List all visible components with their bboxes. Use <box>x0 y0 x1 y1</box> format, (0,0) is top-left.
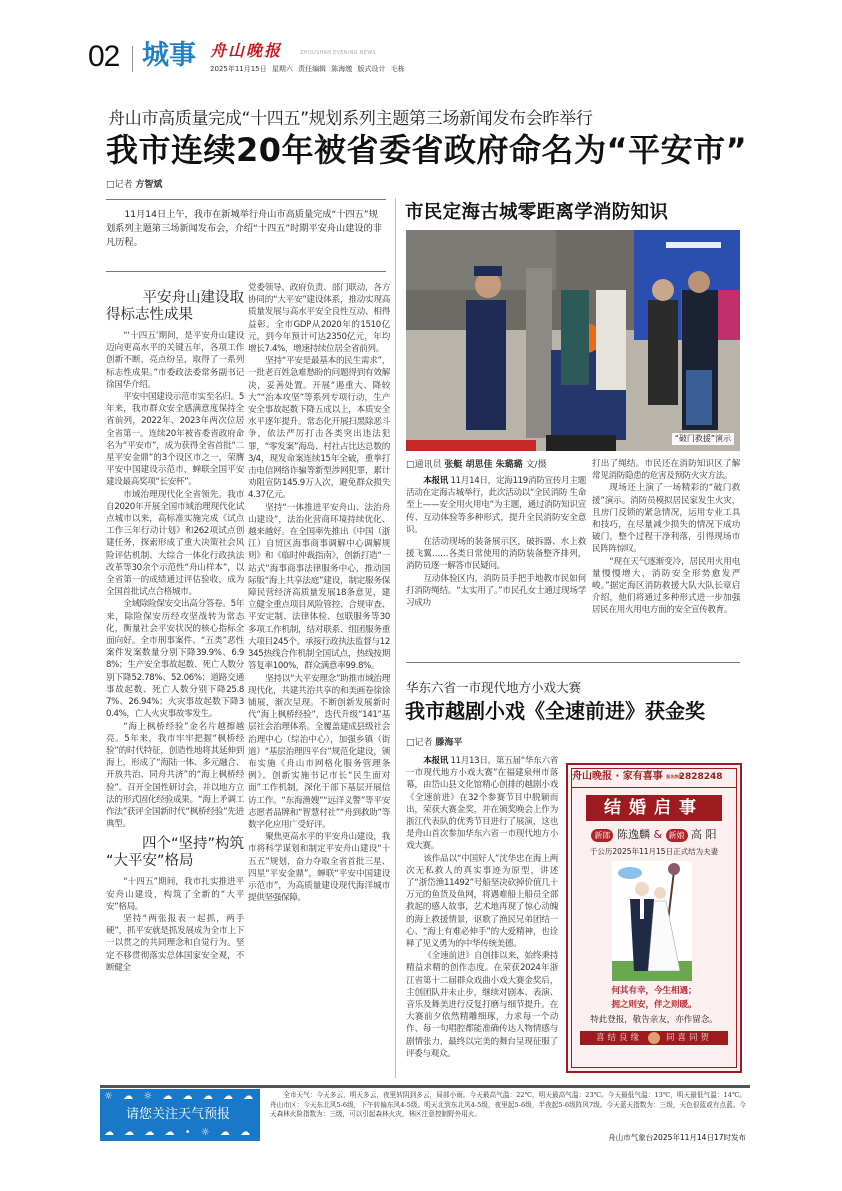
paragraph: 该作品以“中国好人”沈华忠在海上两次无私救人的真实事迹为原型，讲述了“浙岱渔11492”号船坚决砍掉价值几十万元的鱼货及鱼网，将遇难船上船员全部救起的感人故事，艺术地再现了惊心动魄的海上救援情景，讴歌了渔民兄弟团结一心、“海上有难必伸手”的大爱精神，也诠释了见义勇为的中华传统美德。 <box>406 853 558 950</box>
paragraph: 党委领导、政府负责、部门联动，各方协同的“大平安”建设体系，推动实现高质量发展与高水平安全良性互动、相得益彰。全市GDP从2020年的1510亿元，到今年预计可达2350亿元，年均增长7.4%，增速持续位居全省前列。 <box>248 283 390 355</box>
footer-left: 喜结良缘 <box>595 1033 642 1043</box>
opera-headline: 我市越剧小戏《全速前进》获金奖 <box>405 699 705 723</box>
couple-names <box>568 828 740 842</box>
paragraph <box>406 755 558 853</box>
hotline-number: 2828248 <box>678 772 723 782</box>
paragraph: “现在天气逐渐变冷，居民用火用电量慢慢增大，消防安全形势愈发严峻。”据定海区消防救援大队大队长章启介绍，他们将通过多种形式进一步加强居民在用火用电方面的安全宣传教育。 <box>592 556 740 616</box>
paragraph: 互动体验区内，消防员手把手地教市民如何打消防绳结。“太实用了。”市民孔女士通过现场学习成功 <box>406 573 586 609</box>
ad-header <box>572 770 736 784</box>
main-column-b <box>248 282 390 1080</box>
newspaper-logo: 舟山晚报 <box>210 41 283 60</box>
photo-caption: “破门救援”演示 <box>672 433 734 445</box>
page-number: 02 <box>88 40 120 73</box>
verse-line: 拥之则安，伴之则暖。 <box>611 1000 697 1010</box>
paragraph: 坚持以“大平安理念”助推市域治理现代化，共建共治共享的和美画卷徐徐铺展，渐次呈现。不断创新发展新时代“海上枫桥经验”，迭代升级“141”基层社会治理体系。全覆盖建成县级社会治理中心（综治中心），加强乡镇（街道）“基层治理四平台”规范化建设，颁布实施《舟山市网格化服务管理条例》。创新实施书记市长“民生面对面”工作机制，深化干部下基层开展信访工作。“东海渔嫂”“远洋义警”等平安志愿者品牌和“智慧村社”“舟到救助”等数字化应用广受好评。 <box>248 673 390 830</box>
paragraph: “海上枫桥经验”金名片越擦越亮。5年来，我市牢牢把握“枫桥经验”的时代特征，创造性地将其延伸到海上，形成了“海陆一体、多元融合、开放共治、同舟共济”的“海上枫桥经验”。召开全国性研讨会，并以地方立法的形式固化经验成果。“海上矛调工作法”获评全国新时代“枫桥经验”先进典型。 <box>106 721 244 830</box>
divider <box>106 199 386 200</box>
paragraph: “‘十四五’期间，是平安舟山建设迈向更高水平的关键五年，各项工作创新不断，亮点纷呈，取得了一系列标志性成果。”市委政法委常务副书记徐国华介绍。 <box>106 331 244 390</box>
paragraph-text: 11月14日，定海119消防宣传月主题活动在定海古城举行，此次活动以“全民消防 生命至上——安全用火用电”为主题，通过消防知识宣传、互动体验等多种形式，提升全民消防安全意识。 <box>406 476 586 535</box>
paragraph: 坚持“一体推进平安舟山、法治舟山建设”，法治化营商环境持续优化、越来越好。在全国率先推出《中国（浙江）自贸区海事商事调解中心调解规则》和《临时仲裁指南》，创新打造“一站式”海事商事法律服务中心，推动国际版“海上共享法庭”建设，制定服务保障民营经济高质量发展18条意见，建立健全重点项目风险管控、合规审查、平安定制、法律体检、包联服务等30多项工作机制，结对联系、组团服务重大项目245个。承接行政执法监督与12345热线合作机制全国试点，热线按期答复率100%，群众满意率99.8%。 <box>248 502 390 672</box>
byline-suffix: 文/摄 <box>525 460 547 470</box>
paragraph: 在活动现场的装备展示区，破拆器、水上救援飞翼……各类日常使用的消防装备整齐排列，消防员逐一解答市民疑问。 <box>406 537 586 572</box>
wedding-date: 于公历2025年11月15日正式结为夫妻 <box>589 847 719 856</box>
byline-name: 方智斌 <box>135 180 163 190</box>
subhead-line: 平安舟山建设取 <box>142 290 244 306</box>
column-divider <box>395 198 396 1078</box>
paragraph: 市域治理现代化全省领先。我市自2020年开展全国市域治理现代化试点城市以来，高标准实施完成《试点工作三年行动计划》和262项试点创建任务，探索形成了重大决策社会风险评估机制、大综合一体化行政执法改革等30余个示范性“舟山样本”，以全省第一的成绩通过评估验收，成为全国首批试点合格城市。 <box>106 489 244 598</box>
main-left-column <box>106 290 244 1080</box>
forecast-source: 舟山市气象台2025年11月14日17时发布 <box>560 1133 746 1143</box>
bride-name: 高 阳 <box>691 828 717 841</box>
main-lead: 11月14日上午，我市在新城举行舟山市高质量完成“十四五”规划系列主题第三场新闻发布会，介绍“十四五”时期平安舟山建设的非凡历程。 <box>106 209 382 248</box>
main-kicker: 舟山市高质量完成“十四五”规划系列主题第三场新闻发布会昨举行 <box>108 109 593 129</box>
weather-forecast <box>270 1091 746 1120</box>
wedding-announcement-ad <box>566 763 742 1073</box>
weather-banner <box>100 1089 298 1141</box>
ad-banner: 结婚启事 <box>586 795 722 821</box>
paragraph: 平安中国建设示范市实至名归。5年来，我市群众安全感满意度保持全省前列，2022年、2023年两次位居全省第一。连续20年被省委省政府命名为“平安市”，成为获得全省首批“二星平安金鼎”的3个设区市之一，荣膺平安中国建设示范市，蝉联全国平安建设最高奖项“长安杯”。 <box>106 392 244 488</box>
main-column-a <box>106 330 244 830</box>
opera-column <box>406 755 558 1080</box>
paragraph: 全域除险保安交出高分答卷。5年来，除险保安历经攻坚战转为常态化，衡量社会平安状况的核心指标全面向好。全市刑事案件、“五类”恶性案件发案数量分别下降39.9%、6.98%；生产安全事故起数、死亡人数分别下降52.78%、52.06%；道路交通事故起数、死亡人数分别下降25.87%、26.94%；火灾事故起数下降30.4%，亡人火灾事故零发生。 <box>106 599 244 720</box>
masthead-divider <box>132 46 133 72</box>
subhead-line: 得标志性成果 <box>106 307 193 323</box>
verse-line: 何其有幸，今生相遇； <box>611 986 697 996</box>
fire-drill-photo <box>406 230 740 451</box>
paragraph: 打出了绳结。市民还在消防知识区了解常见消防隐患的危害及预防火灾方法。 <box>592 459 740 482</box>
subhead-four-persists <box>106 836 244 870</box>
ad-divider <box>572 787 736 788</box>
issue-info: 2025年11月15日 星期六 责任编辑 陈海缴 版式设计 毛栋 <box>210 65 405 73</box>
fire-column-a <box>406 475 586 655</box>
opera-byline <box>406 738 462 749</box>
paragraph <box>406 475 586 536</box>
footer-right: 同喜同贺 <box>666 1033 713 1043</box>
divider <box>106 271 386 272</box>
byline-label: □记者 <box>406 738 433 748</box>
weather-title: 请您关注天气预报 <box>126 1107 231 1122</box>
weather-icons-row: ☁ ☁ ☁ ☁ • ☼ ☁ ☁ ☁ ☁ <box>104 1127 294 1138</box>
ampersand: & <box>653 828 663 841</box>
paragraph: 坚持“两张报表一起抓，两手硬”，抓平安就是抓发展成为全市上下一以贯之的共同理念和自觉行为。坚定不移贯彻落实总体国家安全观，不断健全 <box>106 913 244 973</box>
couple-drawing <box>612 861 692 981</box>
byline-label: □通讯员 <box>406 460 442 470</box>
weather-icons-row: ☼ ☁ ☼ ☁ ☁ ☁ ☁ ☁ ☁ ☁ <box>104 1091 298 1102</box>
hotline-label: 报名热线 <box>666 773 683 779</box>
subhead-line: 四个“坚持”构筑 <box>141 836 244 853</box>
ad-notice: 特此登报，敬告亲友，亦作留念。 <box>590 1015 718 1025</box>
fire-byline <box>406 460 586 471</box>
photo-illustration <box>406 230 740 451</box>
lead-tag: 本报讯 <box>423 756 449 766</box>
double-happiness-seal-icon <box>648 1032 660 1044</box>
opera-kicker: 华东六省一市现代地方小戏大赛 <box>406 680 582 695</box>
ad-header-title: 舟山晚报 · 家有喜事 <box>572 771 663 782</box>
bride-badge: 新娘 <box>666 829 688 842</box>
fire-headline: 市民定海古城零距离学消防知识 <box>405 202 669 223</box>
groom-name: 陈逸麟 <box>616 828 650 841</box>
forecast-text: 全市天气：今天多云，明天多云，夜里转阴到多云，局部小雨。今天最高气温：22℃，明天最高气温：23℃。今天最低气温：13℃，明天最低气温：14℃。舟山市区：今天东北风5-6级，下午转偏东风4-5级。明天北到东北风4-5级，夜里起5-6级，半夜起5-6级阵风7级。今天蓝天指数为：三级，天色很蓝或有点蓝。今天森林火险指数为：三级，可以引起森林火灾，林区注意控制野外用火。 <box>270 1091 746 1119</box>
fire-column-b <box>592 458 740 655</box>
byline-name: 滕海平 <box>435 738 463 748</box>
ad-footer <box>580 1031 728 1045</box>
main-byline <box>106 180 162 191</box>
paragraph: 聚焦更高水平的平安舟山建设，我市将科学谋划和制定平安舟山建设“十五五”规划，奋力夺取全省首批三星、四星“平安金鼎”，蝉联“平安中国建设示范市”，为高质量建设现代海洋城市提供坚强保障。 <box>248 832 390 904</box>
subhead-line: “大平安”格局 <box>106 853 194 870</box>
paragraph: 现场还上演了一场精彩的“破门救援”演示。消防员模拟居民家发生火灾，且房门反锁的紧急情况，运用专业工具和技巧，在尽量减少损失的情况下成功破门，整个过程干净利落，引得现场市民阵阵惊叹。 <box>592 483 740 555</box>
subhead-achievements <box>106 290 244 324</box>
paragraph: 坚持“平安是最基本的民生需求”，一批老百姓急难愁盼的问题得到有效解决，妥善处置。开展“遏重大、降较大”“治本攻坚”等系列专项行动，生产安全事故起数下降五成以上，本质安全水平逐年提升。常态化开展扫黑除恶斗争，依法严厉打击各类突出违法犯罪，“零发案”海岛、村社占比达总数的3/4，现发命案连续15年全破，重拳打击电信网络诈骗等新型涉网犯罪，累计劝阻宣防145.9万人次，避免群众损失4.37亿元。 <box>248 356 390 501</box>
couple-illustration <box>612 861 692 981</box>
divider <box>406 662 740 663</box>
weather-divider <box>100 1085 750 1088</box>
main-column-a2 <box>106 876 244 974</box>
paragraph: “十四五”期间，我市扎实推进平安舟山建设，构筑了全新的“大平安”格局。 <box>106 877 244 912</box>
paragraph: 《全速前进》自创排以来，始终秉持精益求精的创作态度。在荣获2024年浙江省第十二届群众戏曲小戏大赛金奖后，主创团队并未止步，继续对剧本、表演、音乐及舞美进行反复打磨与细节提升。在大赛前夕依然精雕细琢，力求每一个动作、每一句唱腔都能准确传达人物情感与剧情张力，最终以完美的舞台呈现征服了评委与观众。 <box>406 951 558 1059</box>
newspaper-logo-en: ZHOUSHAN EVENING NEWS <box>300 50 376 56</box>
byline-names: 张艇 胡思佳 朱璐璐 <box>444 460 523 470</box>
lead-tag: 本报讯 <box>423 476 449 486</box>
byline-label: □记者 <box>106 180 133 190</box>
section-title: 城事 <box>142 40 196 71</box>
groom-badge: 新郎 <box>591 829 613 842</box>
main-headline: 我市连续20年被省委省政府命名为“平安市” <box>106 131 748 169</box>
paragraph-text: 11月13日，第五届“华东六省一市现代地方小戏大赛”在福建泉州市落幕，由岱山县文化馆精心创排的越剧小戏《全速前进》在32个参赛节目中脱颖而出，荣获大赛金奖，并在颁奖晚会上作为浙江代表队的优秀节目进行了展演，这也是舟山首次参加华东六省一市现代地方小戏大赛。 <box>406 756 558 852</box>
